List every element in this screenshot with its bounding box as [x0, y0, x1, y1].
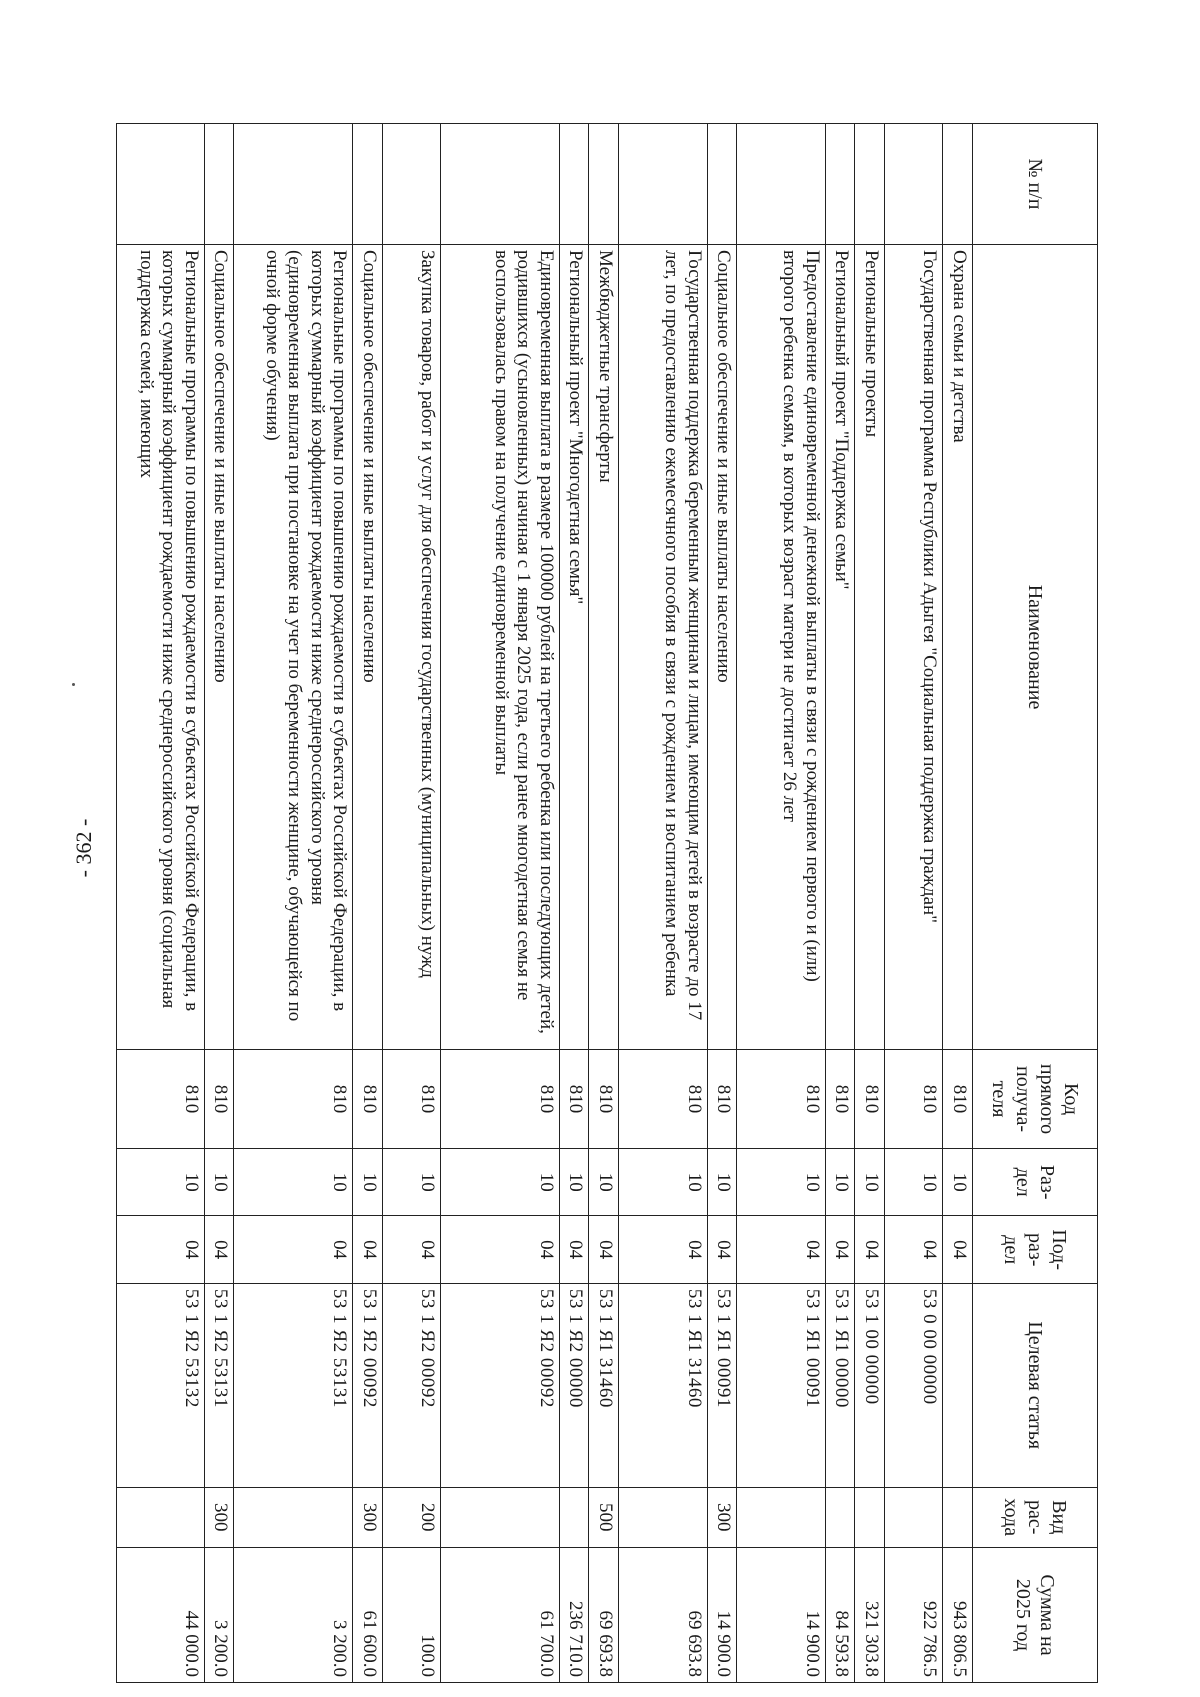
row-subsection: 04 — [117, 1216, 205, 1283]
table-row — [353, 124, 383, 1683]
budget-table — [116, 123, 1098, 1683]
row-name: Региональные программы по повышению рождаемости в субъектах Российской Федерации, в которых суммарный коэффициент рождаемости ниже среднероссийского уровня (социальная поддержка семей, имеющих — [117, 244, 205, 1049]
row-sum: 61 700.0 — [440, 1547, 559, 1682]
row-recipient-code: 810 — [440, 1050, 559, 1149]
row-target-article: 53 1 Я2 00000 — [559, 1283, 589, 1487]
row-target-article: 53 1 Я2 53132 — [117, 1283, 205, 1487]
table-row — [559, 124, 589, 1683]
table-row — [440, 124, 559, 1683]
row-name: Государственная программа Республики Адыгея "Социальная поддержка граждан" — [885, 244, 943, 1049]
scan-speck — [72, 683, 75, 686]
row-section: 10 — [737, 1148, 826, 1215]
row-target-article: 53 1 Я2 00092 — [353, 1283, 383, 1487]
header-recipient-code: Код прямого получа-теля — [973, 1050, 1098, 1149]
row-expense-type — [234, 1487, 353, 1547]
row-recipient-code: 810 — [382, 1050, 440, 1149]
row-recipient-code: 810 — [885, 1050, 943, 1149]
row-sum: 100.0 — [382, 1547, 440, 1682]
row-expense-type — [885, 1487, 943, 1547]
row-number — [619, 124, 708, 245]
row-subsection: 04 — [234, 1216, 353, 1283]
table-row — [619, 124, 708, 1683]
row-subsection: 04 — [559, 1216, 589, 1283]
row-number — [204, 124, 234, 245]
row-sum: 69 693.8 — [619, 1547, 708, 1682]
row-number — [440, 124, 559, 245]
table-row — [117, 124, 205, 1683]
row-sum: 3 200.0 — [234, 1547, 353, 1682]
row-expense-type — [737, 1487, 826, 1547]
row-section: 10 — [707, 1148, 737, 1215]
row-expense-type — [943, 1487, 973, 1547]
row-sum: 14 900.0 — [737, 1547, 826, 1682]
row-target-article: 53 1 Я2 53131 — [234, 1283, 353, 1487]
page-number: - 362 - — [71, 818, 96, 878]
row-subsection: 04 — [707, 1216, 737, 1283]
row-recipient-code: 810 — [707, 1050, 737, 1149]
row-target-article: 53 1 00 00000 — [855, 1283, 885, 1487]
row-recipient-code: 810 — [117, 1050, 205, 1149]
row-number — [589, 124, 619, 245]
row-section: 10 — [825, 1148, 855, 1215]
header-name: Наименование — [973, 244, 1098, 1049]
row-expense-type: 200 — [382, 1487, 440, 1547]
header-num: № п/п — [973, 124, 1098, 245]
row-number — [737, 124, 826, 245]
row-expense-type — [619, 1487, 708, 1547]
row-number — [885, 124, 943, 245]
row-sum: 69 693.8 — [589, 1547, 619, 1682]
header-subsection: Под-раз-дел — [973, 1216, 1098, 1283]
table-row — [825, 124, 855, 1683]
row-target-article: 53 1 Я2 53131 — [204, 1283, 234, 1487]
row-expense-type — [855, 1487, 885, 1547]
row-expense-type — [825, 1487, 855, 1547]
row-name: Единовременная выплата в размере 100000 рублей на третьего ребенка или последующих детей, родившихся (усыновленных) начиная с 1 января 2025 года, если ранее многодетная семья не воспользовалась правом на получение единовременной выплаты — [440, 244, 559, 1049]
header-expense-type: Вид рас-хода — [973, 1487, 1098, 1547]
row-section: 10 — [382, 1148, 440, 1215]
table-row — [855, 124, 885, 1683]
row-target-article: 53 1 Я1 00091 — [737, 1283, 826, 1487]
row-recipient-code: 810 — [204, 1050, 234, 1149]
row-sum: 943 806.5 — [943, 1547, 973, 1682]
row-name: Региональные проекты — [855, 244, 885, 1049]
row-target-article: 53 1 Я1 00091 — [707, 1283, 737, 1487]
row-recipient-code: 810 — [619, 1050, 708, 1149]
row-target-article: 53 1 Я1 31460 — [589, 1283, 619, 1487]
table-row — [234, 124, 353, 1683]
row-name: Социальное обеспечение и иные выплаты населению — [707, 244, 737, 1049]
row-target-article: 53 1 Я2 00092 — [382, 1283, 440, 1487]
row-subsection: 04 — [382, 1216, 440, 1283]
row-recipient-code: 810 — [825, 1050, 855, 1149]
row-section: 10 — [885, 1148, 943, 1215]
row-sum: 14 900.0 — [707, 1547, 737, 1682]
row-target-article: 53 1 Я2 00092 — [440, 1283, 559, 1487]
row-number — [855, 124, 885, 245]
row-section: 10 — [559, 1148, 589, 1215]
row-name: Региональный проект "Поддержка семьи" — [825, 244, 855, 1049]
row-target-article: 53 0 00 00000 — [885, 1283, 943, 1487]
row-section: 10 — [353, 1148, 383, 1215]
row-expense-type: 300 — [204, 1487, 234, 1547]
table-header — [973, 124, 1098, 1683]
row-target-article: 53 1 Я1 31460 — [619, 1283, 708, 1487]
row-subsection: 04 — [825, 1216, 855, 1283]
table-row — [737, 124, 826, 1683]
row-name: Охрана семьи и детства — [943, 244, 973, 1049]
row-subsection: 04 — [943, 1216, 973, 1283]
row-subsection: 04 — [353, 1216, 383, 1283]
row-sum: 61 600.0 — [353, 1547, 383, 1682]
row-sum: 321 303.8 — [855, 1547, 885, 1682]
row-section: 10 — [855, 1148, 885, 1215]
row-sum: 44 000.0 — [117, 1547, 205, 1682]
row-section: 10 — [619, 1148, 708, 1215]
row-subsection: 04 — [589, 1216, 619, 1283]
row-sum: 84 593.8 — [825, 1547, 855, 1682]
row-subsection: 04 — [440, 1216, 559, 1283]
row-number — [234, 124, 353, 245]
table-row — [589, 124, 619, 1683]
table-row — [382, 124, 440, 1683]
row-number — [353, 124, 383, 245]
row-sum: 3 200.0 — [204, 1547, 234, 1682]
row-target-article: 53 1 Я1 00000 — [825, 1283, 855, 1487]
row-section: 10 — [117, 1148, 205, 1215]
row-expense-type: 300 — [353, 1487, 383, 1547]
row-sum: 236 710.0 — [559, 1547, 589, 1682]
row-sum: 922 786.5 — [885, 1547, 943, 1682]
row-subsection: 04 — [737, 1216, 826, 1283]
row-expense-type: 300 — [707, 1487, 737, 1547]
row-expense-type — [440, 1487, 559, 1547]
table-row — [943, 124, 973, 1683]
row-name: Закупка товаров, работ и услуг для обеспечения государственных (муниципальных) нужд — [382, 244, 440, 1049]
row-subsection: 04 — [619, 1216, 708, 1283]
row-name: Государственная поддержка беременным женщинам и лицам, имеющим детей в возрасте до 17 лет, по предоставлению ежемесячного пособия в связи с рождением и воспитанием ребенка — [619, 244, 708, 1049]
row-number — [117, 124, 205, 245]
header-section: Раз-дел — [973, 1148, 1098, 1215]
row-name: Социальное обеспечение и иные выплаты населению — [353, 244, 383, 1049]
row-name: Региональный проект "Многодетная семья" — [559, 244, 589, 1049]
table-row — [204, 124, 234, 1683]
row-recipient-code: 810 — [559, 1050, 589, 1149]
row-recipient-code: 810 — [353, 1050, 383, 1149]
row-name: Региональные программы по повышению рождаемости в субъектах Российской Федерации, в которых суммарный коэффициент рождаемости ниже среднероссийского уровня (единовременная выплата при постановке на учет по беременности женщине, обучающейся по очной форме обучения) — [234, 244, 353, 1049]
header-target-article: Целевая статья — [973, 1283, 1098, 1487]
row-name: Межбюджетные трансферты — [589, 244, 619, 1049]
row-name: Социальное обеспечение и иные выплаты населению — [204, 244, 234, 1049]
row-number — [825, 124, 855, 245]
header-sum-2025: Сумма на 2025 год — [973, 1547, 1098, 1682]
table-body — [117, 124, 973, 1683]
table-row — [885, 124, 943, 1683]
row-section: 10 — [234, 1148, 353, 1215]
row-recipient-code: 810 — [589, 1050, 619, 1149]
row-subsection: 04 — [885, 1216, 943, 1283]
row-number — [382, 124, 440, 245]
row-target-article — [943, 1283, 973, 1487]
row-recipient-code: 810 — [234, 1050, 353, 1149]
row-section: 10 — [204, 1148, 234, 1215]
row-expense-type — [559, 1487, 589, 1547]
rotated-table-container — [116, 123, 1098, 1683]
row-expense-type — [117, 1487, 205, 1547]
table-row — [707, 124, 737, 1683]
row-name: Предоставление единовременной денежной выплаты в связи с рождением первого и (или) второго ребенка семьям, в которых возраст матери не достигает 26 лет — [737, 244, 826, 1049]
row-recipient-code: 810 — [855, 1050, 885, 1149]
row-recipient-code: 810 — [737, 1050, 826, 1149]
row-section: 10 — [589, 1148, 619, 1215]
row-section: 10 — [943, 1148, 973, 1215]
row-expense-type: 500 — [589, 1487, 619, 1547]
row-number — [707, 124, 737, 245]
row-subsection: 04 — [855, 1216, 885, 1283]
row-number — [559, 124, 589, 245]
row-recipient-code: 810 — [943, 1050, 973, 1149]
row-subsection: 04 — [204, 1216, 234, 1283]
row-section: 10 — [440, 1148, 559, 1215]
row-number — [943, 124, 973, 245]
